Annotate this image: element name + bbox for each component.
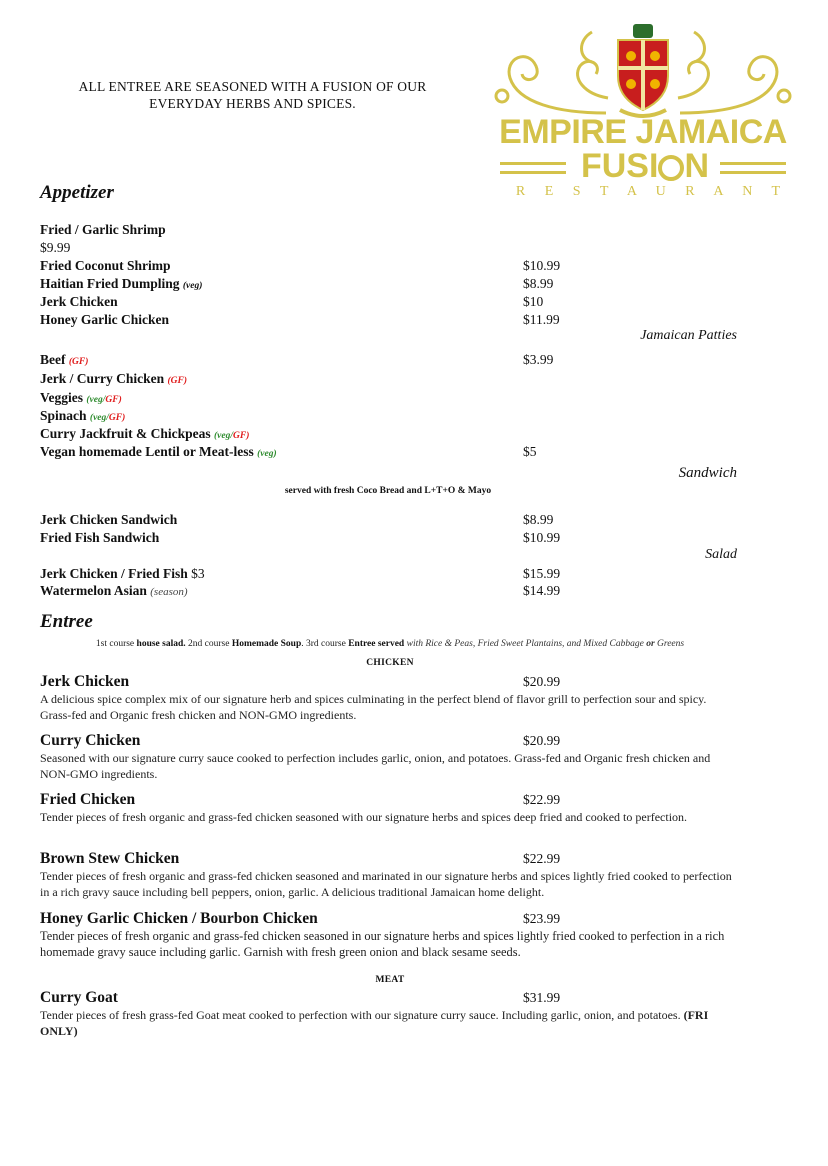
menu-item	[40, 582, 188, 601]
gf-tag: GF)	[233, 431, 250, 441]
menu-item	[40, 275, 202, 295]
entree-name: Fried Chicken	[40, 791, 136, 808]
entree-name: Brown Stew Chicken	[40, 850, 180, 867]
menu-item-price: $8.99	[523, 512, 554, 527]
menu-item	[40, 443, 277, 463]
logo-o-icon	[658, 155, 684, 181]
entree-price: $22.99	[523, 851, 561, 866]
entree-price: $31.99	[523, 990, 561, 1005]
salad-title: Salad	[705, 547, 737, 562]
menu-item-name: Veggies	[40, 390, 83, 405]
entree-description	[40, 1007, 740, 1039]
logo-line3: R E S T A U R A N T	[515, 184, 789, 199]
menu-item-price: $10.99	[523, 258, 561, 273]
course-description	[30, 639, 750, 649]
menu-item-price: $10.99	[523, 530, 561, 545]
menu-item: Fried Coconut Shrimp	[40, 258, 171, 273]
entree-name: Honey Garlic Chicken / Bourbon Chicken	[40, 910, 318, 927]
logo-fusion-b: N	[684, 147, 709, 185]
entree-price: $20.99	[523, 733, 561, 748]
course-text: 1st course	[95, 639, 137, 649]
menu-item: Jerk Chicken Sandwich	[40, 512, 178, 527]
availability-note: (FRI ONLY)	[40, 1008, 709, 1038]
menu-item	[40, 425, 249, 445]
entree-price: $20.99	[523, 674, 561, 689]
menu-item	[40, 407, 125, 427]
menu-item-name: Beef	[40, 352, 66, 367]
menu-item-name: Jerk Chicken / Fried Fish	[40, 566, 188, 581]
appetizer-title: Appetizer	[40, 182, 114, 203]
menu-item	[40, 370, 187, 390]
menu-item: Fried / Garlic Shrimp	[40, 222, 166, 237]
veg-tag: (veg/	[214, 431, 233, 441]
menu-item	[40, 389, 122, 409]
menu-item: Honey Garlic Chicken	[40, 312, 169, 327]
menu-item-price: $10	[523, 294, 544, 309]
entree-name: Curry Goat	[40, 989, 118, 1006]
sandwich-note: served with fresh Coco Bread and L+T+O & Mayo	[284, 486, 492, 496]
category-meat: MEAT	[375, 975, 405, 985]
menu-item-price: $8.99	[523, 276, 554, 291]
course-text: 2nd course	[185, 639, 232, 649]
gf-tag: GF)	[105, 395, 122, 405]
menu-item: Jerk Chicken	[40, 294, 118, 309]
course-text-italic: Greens	[654, 639, 685, 649]
entree-title: Entree	[40, 611, 93, 632]
course-text-bold: or	[646, 639, 655, 649]
course-text-bold: Homemade Soup	[231, 639, 302, 649]
menu-item-name: Haitian Fried Dumpling	[40, 276, 180, 291]
category-chicken: CHICKEN	[366, 658, 414, 668]
entree-description: Tender pieces of fresh organic and grass-fed chicken seasoned with our signature herbs and spices deep fried and cooked to perfection.	[40, 810, 688, 824]
sandwich-title: Sandwich	[678, 465, 737, 481]
menu-item-name: Vegan homemade Lentil or Meat-less	[40, 444, 254, 459]
entree-price: $23.99	[523, 911, 561, 926]
menu-item-price: $3.99	[523, 352, 554, 367]
menu-item-name: Watermelon Asian	[40, 583, 147, 598]
menu-item: Fried Fish Sandwich	[40, 530, 160, 545]
gf-tag: GF)	[108, 413, 126, 423]
menu-item-name: Spinach	[40, 408, 87, 423]
course-text-bold: house salad.	[136, 639, 186, 649]
entree-description: A delicious spice complex mix of our signature herb and spices culminating in the perfect blend of flavor grill to perfection sour and spicy. Grass-fed and Organic fresh chicken and NON-GMO ingredients.	[40, 692, 707, 722]
entree-name: Curry Chicken	[40, 732, 141, 749]
menu-item	[40, 351, 88, 371]
gf-tag: (GF)	[68, 357, 89, 367]
veg-tag: (veg/	[89, 413, 109, 423]
logo-fusion-a: FUSI	[580, 147, 659, 185]
logo-line2	[488, 148, 798, 184]
gf-tag: (GF)	[167, 376, 188, 386]
logo-rule-left	[500, 162, 566, 174]
entree-description: Seasoned with our signature curry sauce cooked to perfection includes garlic, onion, and potatoes. Grass-fed and Organic fresh chicken and NON-GMO ingredients.	[40, 751, 711, 781]
entree-description: Tender pieces of fresh organic and grass-fed chicken seasoned in our signature herbs and spices lightly fried cooked to perfection in a rich homemade gravy sauce including garlic. Garnish with fresh green onion and black sesame seeds.	[40, 929, 725, 959]
menu-item-price: $15.99	[523, 566, 561, 581]
course-text-italic: with Rice & Peas, Fried Sweet Plantains, and Mixed Cabbage	[404, 639, 647, 649]
veg-tag: (veg)	[182, 281, 203, 291]
veg-tag: (veg)	[257, 449, 277, 459]
logo-line1: EMPIRE JAMAICA	[499, 113, 787, 151]
menu-item-name: Jerk / Curry Chicken	[40, 371, 165, 386]
season-tag: (season)	[150, 586, 188, 598]
entree-name: Jerk Chicken	[40, 673, 130, 690]
menu-item-price: $11.99	[523, 312, 560, 327]
restaurant-logo	[488, 18, 798, 203]
entree-price: $22.99	[523, 792, 561, 807]
veg-tag: (veg/	[86, 395, 106, 405]
menu-item	[40, 565, 205, 583]
patties-title: Jamaican Patties	[640, 328, 737, 343]
entree-description-text: Tender pieces of fresh grass-fed Goat meat cooked to perfection with our signature curry sauce. Including garlic, onion, and potatoes.	[40, 1008, 681, 1022]
menu-item-price: $9.99	[40, 240, 71, 255]
course-text-bold: Entree served	[348, 639, 405, 649]
menu-item-price: $5	[523, 444, 537, 459]
course-text: . 3rd course	[301, 639, 349, 649]
logo-rule-right	[720, 162, 786, 174]
menu-item-name: Curry Jackfruit & Chickpeas	[40, 426, 211, 441]
menu-item-addon-price: $3	[191, 566, 205, 581]
entree-description: Tender pieces of fresh organic and grass-fed chicken seasoned and marinated in our signature herbs and spices lightly fried cooked to perfection in a rich gravy sauce including bell peppers, onion, garlic. A delicious traditional Jamaican home delight.	[40, 869, 732, 899]
menu-item-price: $14.99	[523, 583, 561, 598]
intro-text: ALL ENTREE ARE SEASONED WITH A FUSION OF OUR EVERYDAY HERBS AND SPICES.	[78, 79, 427, 111]
